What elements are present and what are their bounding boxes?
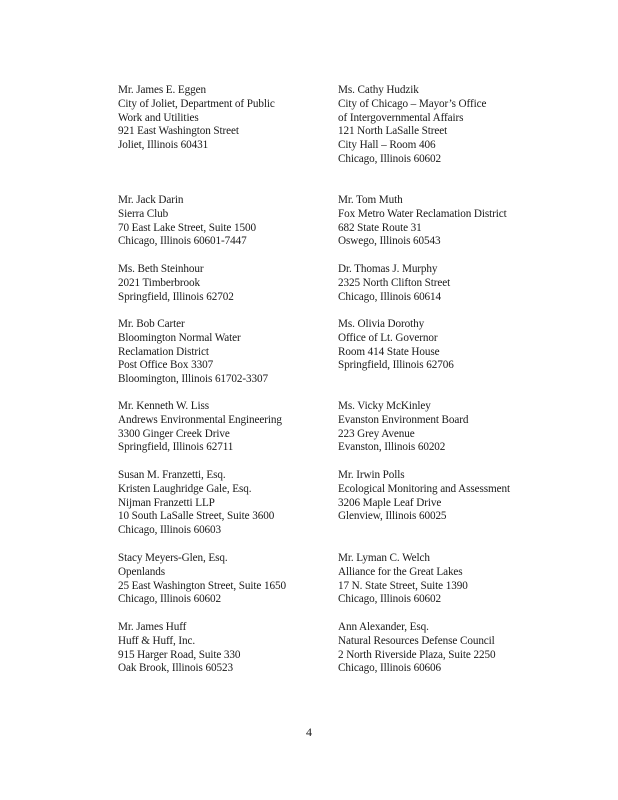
address-line: Evanston Environment Board [338,413,469,426]
address-line: Openlands [118,565,165,578]
address-line: Oak Brook, Illinois 60523 [118,662,233,675]
address-line: Ann Alexander, Esq. [338,621,429,633]
address-line: Stacy Meyers-Glen, Esq. [118,552,228,564]
address-line: Mr. Kenneth W. Liss [118,400,210,412]
address-line: Springfield, Illinois 62702 [118,290,234,303]
address-block-meyers-glen [118,552,333,607]
address-block-franzetti [118,469,333,538]
address-line: Post Office Box 3307 [118,359,214,372]
address-line: 921 East Washington Street [118,125,239,138]
address-line: Ms. Vicky McKinley [338,400,431,412]
address-block-muth [338,194,553,249]
page-number: 4 [306,725,312,739]
address-line: Springfield, Illinois 62711 [118,441,234,454]
address-line: Natural Resources Defense Council [338,634,495,647]
address-line: Mr. Irwin Polls [338,469,405,481]
address-line: 682 State Route 31 [338,221,422,234]
address-line: 121 North LaSalle Street [338,125,448,138]
address-line: Chicago, Illinois 60601-7447 [118,235,247,248]
address-line: Mr. James Huff [118,621,187,633]
address-line: Bloomington, Illinois 61702-3307 [118,373,269,386]
address-block-mckinley [338,400,553,455]
address-block-welch [338,552,553,607]
address-line: Work and Utilities [118,111,199,124]
address-block-polls [338,469,553,524]
address-line: 3300 Ginger Creek Drive [118,427,230,440]
address-line: 17 N. State Street, Suite 1390 [338,579,468,592]
address-block-alexander [338,621,553,676]
address-line: Evanston, Illinois 60202 [338,441,446,454]
address-line: Chicago, Illinois 60602 [338,152,442,165]
address-block-dorothy [338,318,553,373]
address-line: City of Joliet, Department of Public [118,97,275,110]
address-line: Mr. Lyman C. Welch [338,552,430,564]
address-line: Office of Lt. Governor [338,331,438,344]
address-line: Fox Metro Water Reclamation District [338,207,507,220]
address-line: Ecological Monitoring and Assessment [338,482,510,495]
address-line: Huff & Huff, Inc. [118,634,196,647]
address-line: 223 Grey Avenue [338,427,415,440]
address-line: 3206 Maple Leaf Drive [338,496,442,509]
address-line: Reclamation District [118,345,209,358]
address-line: City Hall – Room 406 [338,139,436,152]
address-line: Ms. Cathy Hudzik [338,84,419,96]
address-line: Joliet, Illinois 60431 [118,139,209,152]
address-block-carter [118,318,333,387]
address-line: Mr. Tom Muth [338,194,403,206]
address-block-steinhour [118,263,333,304]
address-line: 2325 North Clifton Street [338,276,451,289]
address-line: Kristen Laughridge Gale, Esq. [118,482,252,495]
address-line: Dr. Thomas J. Murphy [338,263,438,275]
address-block-darin [118,194,333,249]
address-line: Oswego, Illinois 60543 [338,235,441,248]
address-line: Chicago, Illinois 60602 [118,593,222,606]
address-line: Room 414 State House [338,345,440,358]
address-line: Chicago, Illinois 60602 [338,593,442,606]
address-line: Glenview, Illinois 60025 [338,510,447,523]
address-line: 10 South LaSalle Street, Suite 3600 [118,510,275,523]
address-line: Mr. Jack Darin [118,194,184,206]
address-block-liss [118,400,333,455]
address-block-hudzik [338,84,553,167]
address-line: 2021 Timberbrook [118,276,201,289]
address-line: Ms. Olivia Dorothy [338,318,425,330]
address-line: Mr. Bob Carter [118,318,185,330]
address-line: Chicago, Illinois 60614 [338,290,442,303]
address-block-eggen [118,84,333,153]
address-line: Alliance for the Great Lakes [338,565,463,578]
address-line: Ms. Beth Steinhour [118,263,204,275]
address-line: Nijman Franzetti LLP [118,496,215,509]
address-block-murphy [338,263,553,304]
address-line: of Intergovernmental Affairs [338,111,464,124]
address-line: Mr. James E. Eggen [118,84,206,96]
address-line: 70 East Lake Street, Suite 1500 [118,221,256,234]
address-block-huff [118,621,333,676]
address-line: Bloomington Normal Water [118,331,241,344]
address-line: Sierra Club [118,207,169,220]
address-line: 915 Harger Road, Suite 330 [118,648,241,661]
address-line: 2 North Riverside Plaza, Suite 2250 [338,648,496,661]
address-line: Chicago, Illinois 60603 [118,524,222,537]
address-line: Springfield, Illinois 62706 [338,359,454,372]
address-line: Chicago, Illinois 60606 [338,662,442,675]
address-line: Andrews Environmental Engineering [118,413,282,426]
address-line: City of Chicago – Mayor’s Office [338,97,487,110]
address-line: 25 East Washington Street, Suite 1650 [118,579,286,592]
address-line: Susan M. Franzetti, Esq. [118,469,226,481]
